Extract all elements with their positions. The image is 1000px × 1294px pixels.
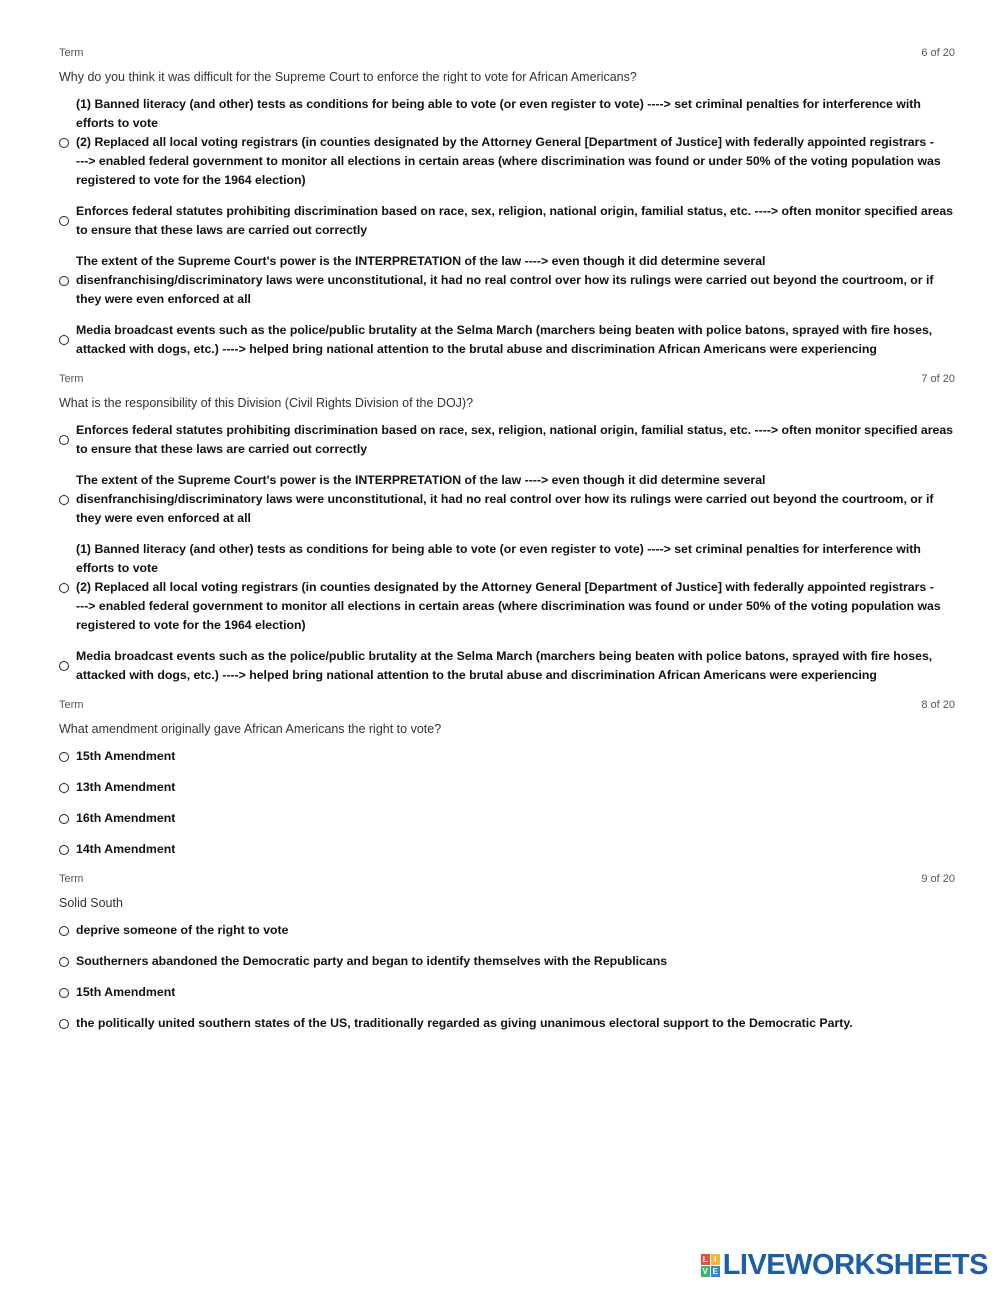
answer-option[interactable] (59, 471, 955, 528)
answer-option[interactable] (59, 840, 955, 859)
answer-option[interactable] (59, 983, 955, 1002)
logo-mark-letter: E (712, 1267, 718, 1276)
answer-option[interactable] (59, 252, 955, 309)
answer-option-text: The extent of the Supreme Court's power is the INTERPRETATION of the law ----> even though it did determine several disenfranchising/discriminatory laws were unconstitutional, it had no real control over how its rulings were carried out beyond the courtroom, or if they were even enforced at all (76, 254, 934, 306)
logo-mark-letter: I (711, 1254, 720, 1265)
answer-option[interactable] (59, 747, 955, 766)
answer-option-text: 14th Amendment (76, 842, 176, 856)
logo-mark-icon (701, 1254, 720, 1277)
answer-option-text: Enforces federal statutes prohibiting discrimination based on race, sex, religion, national origin, familial status, etc. ----> often monitor specified areas to ensure that these laws are carried out correctly (76, 423, 954, 456)
radio-button-icon[interactable] (59, 335, 69, 345)
question-counter: 6 of 20 (921, 47, 955, 59)
answer-option-text: 15th Amendment (76, 749, 176, 763)
term-label: Term (59, 873, 84, 885)
radio-button-icon[interactable] (59, 435, 69, 445)
answer-option[interactable] (59, 540, 955, 635)
answer-option[interactable] (59, 778, 955, 797)
radio-button-icon[interactable] (59, 495, 69, 505)
answer-option-text: Media broadcast events such as the police/public brutality at the Selma March (marchers being beaten with police batons, sprayed with fire hoses, attacked with dogs, etc.) ----> helped bring national attention to the brutal abuse and discrimination African Americans were experiencing (76, 649, 933, 682)
question-header (59, 373, 955, 389)
radio-button-icon[interactable] (59, 845, 69, 855)
answer-option-text: 16th Amendment (76, 811, 176, 825)
answer-option-text: deprive someone of the right to vote (76, 923, 289, 937)
question-prompt: Solid South (59, 896, 123, 910)
question-header (59, 873, 955, 889)
question-prompt: What amendment originally gave African Americans the right to vote? (59, 722, 442, 736)
question-prompt: What is the responsibility of this Division (Civil Rights Division of the DOJ)? (59, 396, 474, 410)
answer-option-text: Enforces federal statutes prohibiting discrimination based on race, sex, religion, national origin, familial status, etc. ----> often monitor specified areas to ensure that these laws are carried out correctly (76, 204, 954, 237)
radio-button-icon[interactable] (59, 1019, 69, 1029)
answer-option[interactable] (59, 921, 955, 940)
answer-option-text: (1) Banned literacy (and other) tests as conditions for being able to vote (or even register to vote) ----> set criminal penalties for interference with efforts to vote (2) Replaced all local voting registrars (in counties designated by the Attorney General [Department of Justice] with federally appointed registrars - ---> enabled federal government to monitor all elections in certain areas (where discrimination was found or under 50% of the voting population was registered to vote for the 1964 election) (76, 97, 941, 187)
answer-option-text: (1) Banned literacy (and other) tests as conditions for being able to vote (or even register to vote) ----> set criminal penalties for interference with efforts to vote (2) Replaced all local voting registrars (in counties designated by the Attorney General [Department of Justice] with federally appointed registrars - ---> enabled federal government to monitor all elections in certain areas (where discrimination was found or under 50% of the voting population was registered to vote for the 1964 election) (76, 542, 941, 632)
answer-option[interactable] (59, 202, 955, 240)
answer-option[interactable] (59, 95, 955, 190)
term-label: Term (59, 699, 84, 711)
logo-mark-letter: V (702, 1267, 708, 1276)
logo-text: LIVEWORKSHEETS (722, 1249, 988, 1281)
term-label: Term (59, 373, 84, 385)
answer-option-text: The extent of the Supreme Court's power is the INTERPRETATION of the law ----> even though it did determine several disenfranchising/discriminatory laws were unconstitutional, it had no real control over how its rulings were carried out beyond the courtroom, or if they were even enforced at all (76, 473, 934, 525)
radio-button-icon[interactable] (59, 276, 69, 286)
worksheet (59, 47, 955, 1047)
radio-button-icon[interactable] (59, 752, 69, 762)
question-header (59, 699, 955, 715)
answer-option-text: 15th Amendment (76, 985, 176, 999)
radio-button-icon[interactable] (59, 583, 69, 593)
liveworksheets-logo (701, 1249, 988, 1282)
radio-button-icon[interactable] (59, 988, 69, 998)
answer-option-text: 13th Amendment (76, 780, 176, 794)
question-block (59, 47, 955, 359)
question-prompt: Why do you think it was difficult for the Supreme Court to enforce the right to vote for African Americans? (59, 70, 637, 84)
radio-button-icon[interactable] (59, 661, 69, 671)
question-block (59, 373, 955, 685)
radio-button-icon[interactable] (59, 783, 69, 793)
answer-option-text: Southerners abandoned the Democratic party and began to identify themselves with the Republicans (76, 954, 668, 968)
answer-option[interactable] (59, 809, 955, 828)
radio-button-icon[interactable] (59, 926, 69, 936)
question-counter: 7 of 20 (921, 373, 955, 385)
radio-button-icon[interactable] (59, 957, 69, 967)
radio-button-icon[interactable] (59, 138, 69, 148)
question-header (59, 47, 955, 63)
radio-button-icon[interactable] (59, 216, 69, 226)
question-block (59, 873, 955, 1033)
question-counter: 8 of 20 (921, 699, 955, 711)
answer-option-text: the politically united southern states of the US, traditionally regarded as giving unanimous electoral support to the Democratic Party. (76, 1016, 853, 1030)
answer-option[interactable] (59, 647, 955, 685)
answer-option[interactable] (59, 321, 955, 359)
question-block (59, 699, 955, 859)
question-counter: 9 of 20 (921, 873, 955, 885)
term-label: Term (59, 47, 84, 59)
radio-button-icon[interactable] (59, 814, 69, 824)
answer-option[interactable] (59, 952, 955, 971)
logo-mark-letter: L (701, 1254, 710, 1265)
answer-option[interactable] (59, 421, 955, 459)
answer-option-text: Media broadcast events such as the police/public brutality at the Selma March (marchers being beaten with police batons, sprayed with fire hoses, attacked with dogs, etc.) ----> helped bring national attention to the brutal abuse and discrimination African Americans were experiencing (76, 323, 933, 356)
answer-option[interactable] (59, 1014, 955, 1033)
